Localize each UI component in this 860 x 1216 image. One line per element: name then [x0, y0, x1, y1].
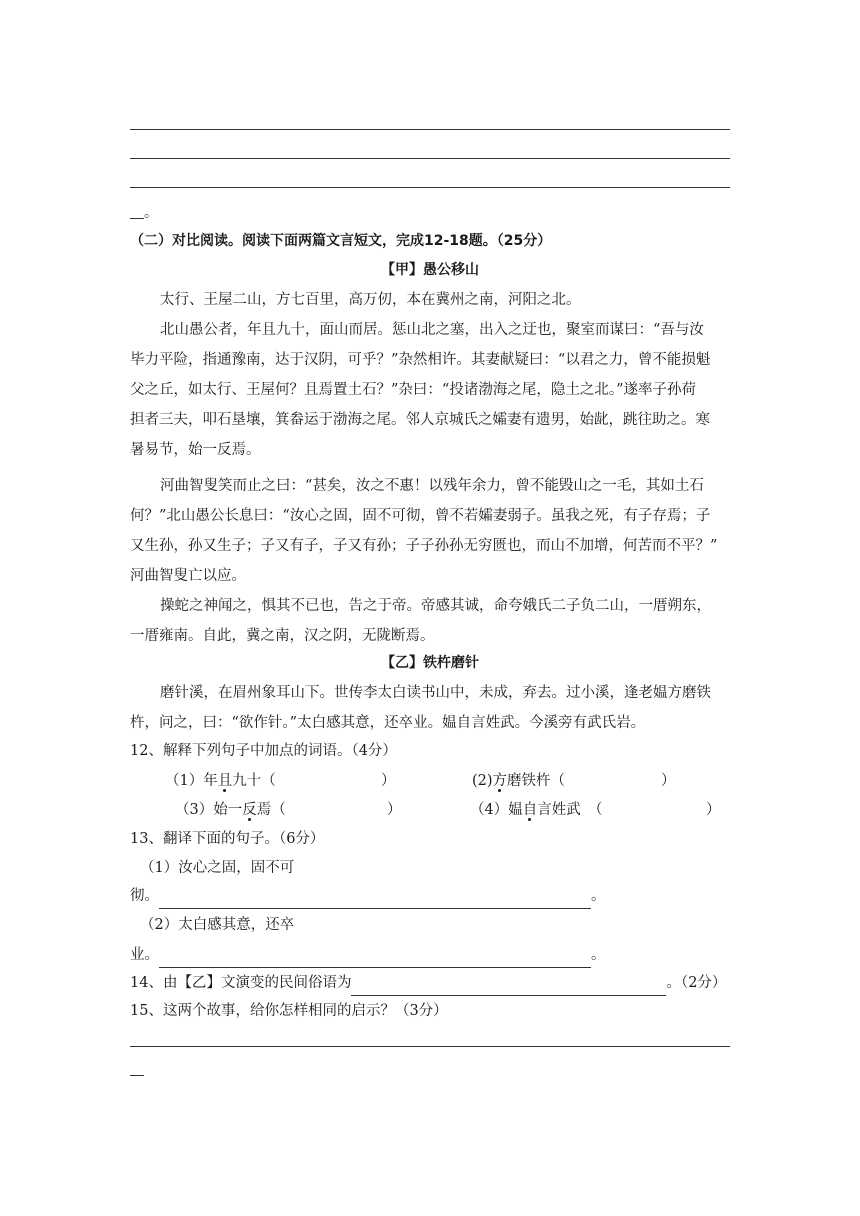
- section-title: （二）对比阅读。阅读下面两篇文言短文，完成12-18题。（25分）: [130, 233, 552, 249]
- q12-item-2-close: ）: [661, 773, 676, 789]
- passage-a-line: 一厝雍南。自此，冀之南，汉之阴，无陇断焉。: [130, 628, 435, 644]
- question-14: 14、由【乙】文演变的民间俗语为 。（2分）: [130, 970, 735, 996]
- answer-line: [130, 187, 730, 188]
- question-13-stem: 13、翻译下面的句子。（6分）: [130, 831, 325, 847]
- q12-item-4-close: ）: [706, 802, 721, 818]
- passage-a-line: 太行、王屋二山，方七百里，高万仞，本在冀州之南，河阳之北。: [160, 292, 581, 308]
- q12-item-1: （1）年且九十（: [165, 773, 276, 789]
- passage-a-line: 河曲智叟亡以应。: [130, 568, 246, 584]
- q13-sentence-1: （1）汝心之固，固不可: [140, 860, 295, 876]
- q12-item-1-close: ）: [381, 773, 396, 789]
- answer-blank[interactable]: [159, 890, 591, 909]
- dotted-word: 自: [522, 802, 538, 818]
- q12-item-4: （4）媪自言姓武 （: [470, 802, 603, 818]
- q13-sentence-2: （2）太白感其意，还卒: [140, 917, 295, 933]
- passage-a-line: 何？”北山愚公长息曰：“汝心之固，固不可彻，曾不若孀妻弱子。虽我之死，有子存焉；子: [130, 508, 711, 524]
- q13-sentence-1-answer: 彻。 。: [130, 883, 735, 909]
- answer-line-end: [130, 1075, 144, 1076]
- dotted-word: 方: [492, 773, 508, 789]
- q13-sentence-2-answer: 业。 。: [130, 942, 735, 968]
- passage-a-title: 【甲】愚公移山: [381, 262, 479, 278]
- question-12-stem: 12、解释下列句子中加点的词语。（4分）: [130, 743, 397, 759]
- passage-a-line: 北山愚公者，年且九十，面山而居。惩山北之塞，出入之迂也，聚室而谋曰：“吾与汝: [160, 322, 704, 338]
- passage-a-line: 操蛇之神闻之，惧其不已也，告之于帝。帝感其诚，命夸娥氏二子负二山，一厝朔东，: [160, 598, 711, 614]
- answer-line-period: 。: [144, 205, 159, 221]
- passage-a-line: 河曲智叟笑而止之曰：“甚矣，汝之不惠！以残年余力，曾不能毁山之一毛，其如土石: [160, 478, 704, 494]
- passage-a-line: 又生孙，孙又生子；子又有子，子又有孙；子子孙孙无穷匮也，而山不加增，何苦而不平？”: [130, 538, 718, 554]
- answer-line: [130, 158, 730, 159]
- passage-a-line: 毕力平险，指通豫南，达于汉阴，可乎？”杂然相许。其妻献疑曰：“以君之力，曾不能损魁: [130, 352, 711, 368]
- passage-b-line: 磨针溪，在眉州象耳山下。世传李太白读书山中，未成，弃去。过小溪，逢老媪方磨铁: [160, 685, 711, 701]
- question-15-stem: 15、这两个故事，给你怎样相同的启示？（3分）: [130, 1003, 448, 1019]
- passage-a-line: 暑易节，始一反焉。: [130, 442, 261, 458]
- answer-line: [130, 129, 730, 130]
- passage-b-title: 【乙】铁杵磨针: [381, 655, 479, 671]
- dotted-word: 且: [217, 773, 233, 789]
- answer-line-end: [130, 218, 144, 219]
- answer-blank[interactable]: [351, 977, 666, 996]
- q12-item-3-close: ）: [387, 802, 402, 818]
- q12-item-3: （3）始一反焉（: [175, 802, 286, 818]
- answer-blank[interactable]: [159, 949, 591, 968]
- passage-b-line: 杵，问之，曰：“欲作针。”太白感其意，还卒业。媪自言姓武。今溪旁有武氏岩。: [130, 715, 646, 731]
- passage-a-line: 父之丘，如太行、王屋何？且焉置土石？”杂曰：“投诸渤海之尾，隐土之北。”遂率子孙荷: [130, 382, 696, 398]
- answer-line[interactable]: [130, 1046, 730, 1047]
- passage-a-line: 担者三夫，叩石垦壤，箕畚运于渤海之尾。邻人京城氏之孀妻有遗男，始龀，跳往助之。寒: [130, 412, 710, 428]
- q12-item-2: (2)方磨铁杵（: [472, 773, 566, 789]
- dotted-word: 反: [242, 802, 257, 818]
